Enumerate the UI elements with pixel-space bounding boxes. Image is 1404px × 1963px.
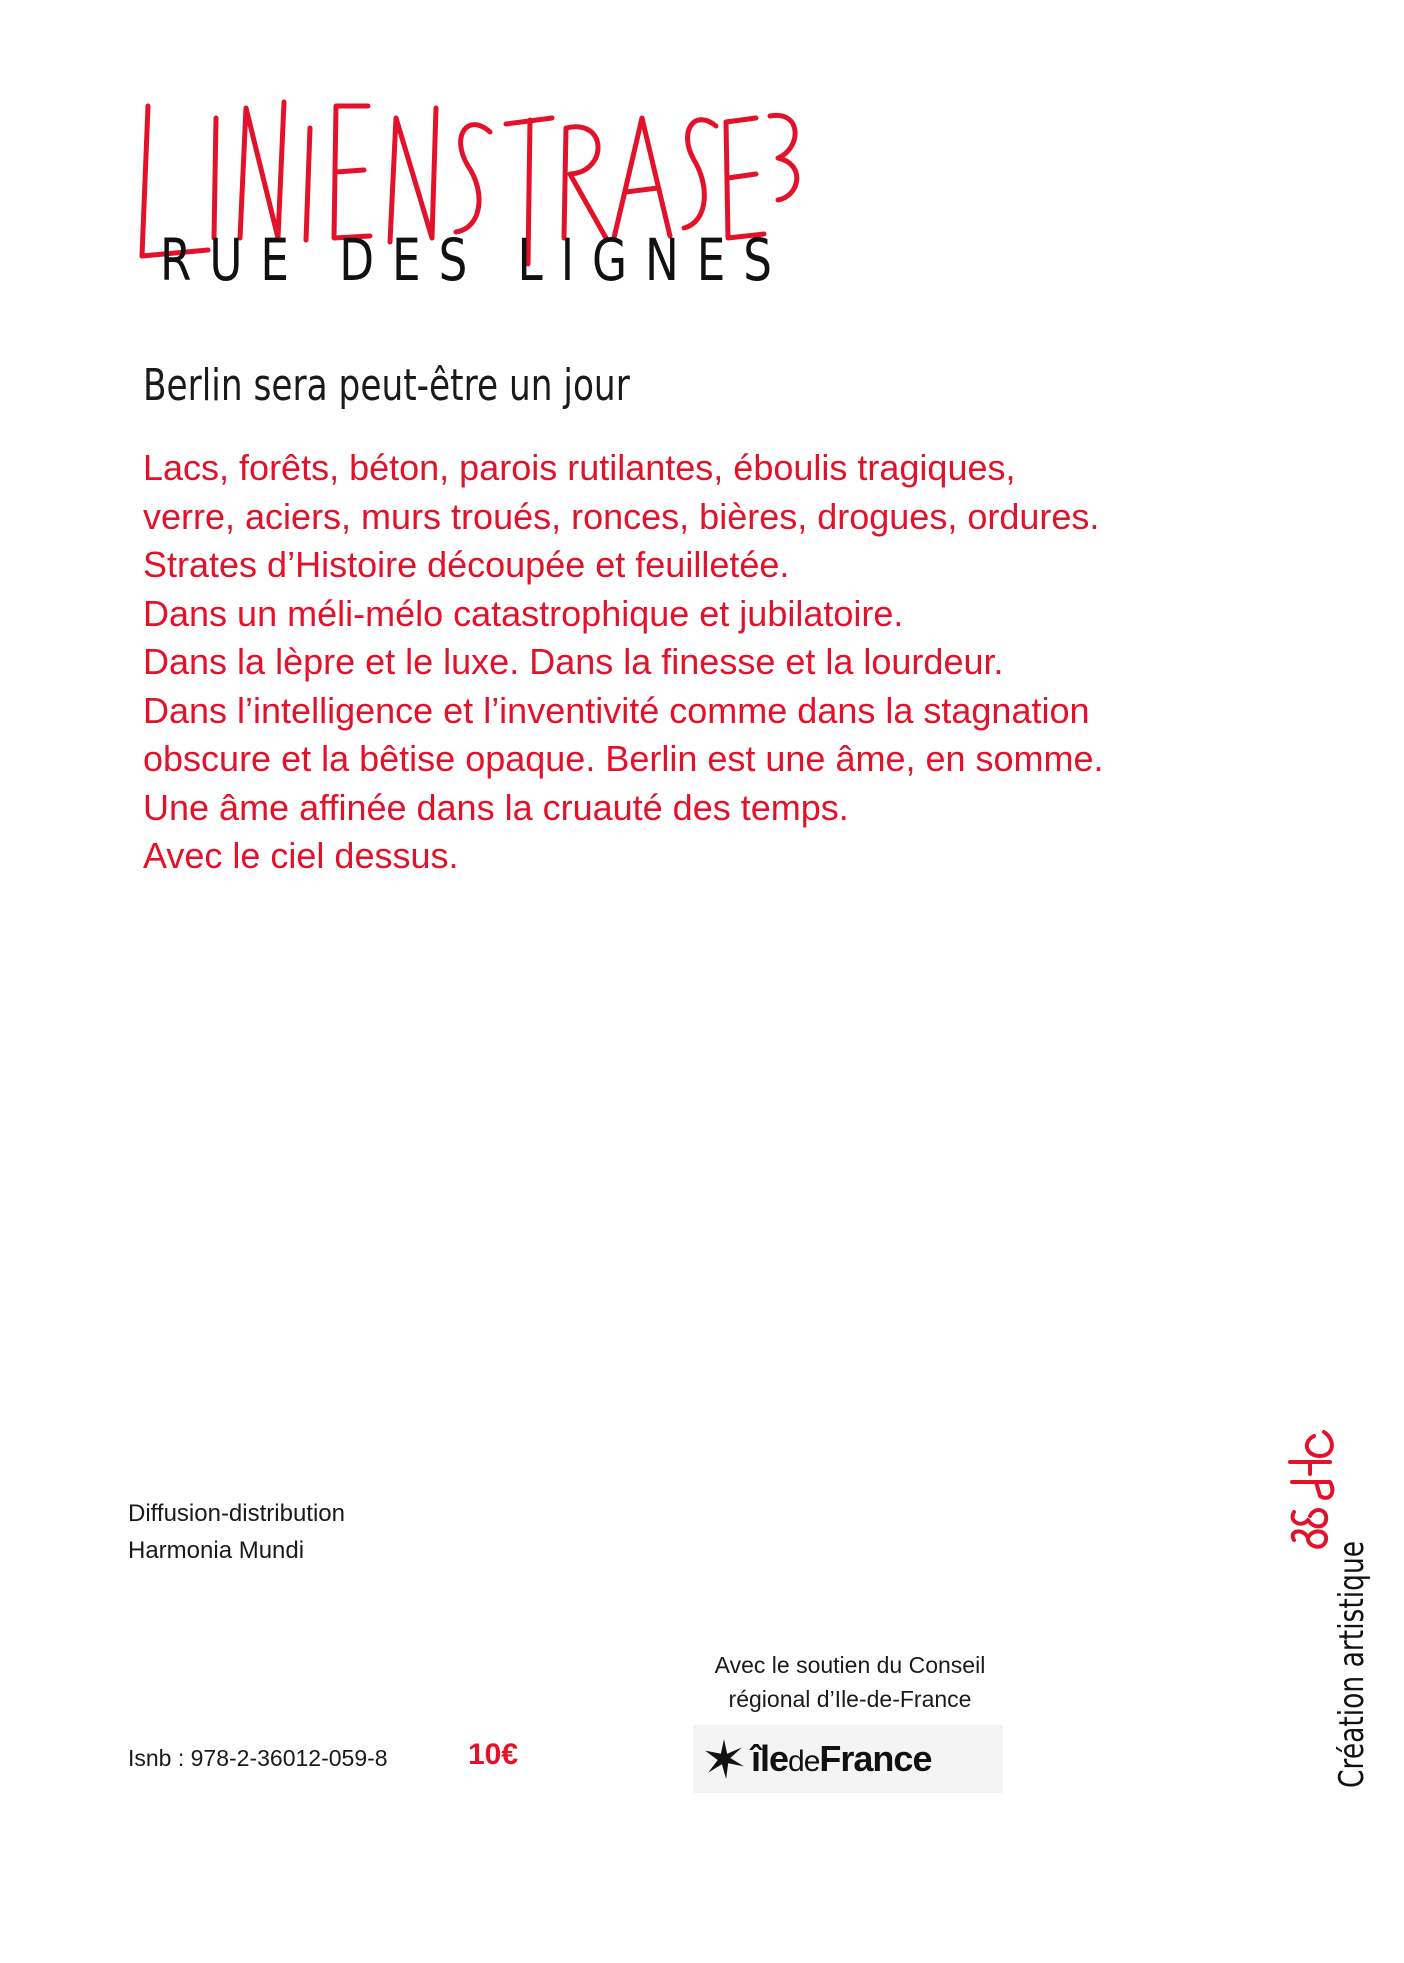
blurb-line: Strates d’Histoire découpée et feuilletée. xyxy=(143,544,790,585)
blurb-line: Dans l’intelligence et l’inventivité comme dans la stagnation xyxy=(143,689,1090,731)
blurb-line: verre, aciers, murs troués, ronces, bières, drogues, ordures. xyxy=(143,495,1100,537)
star-icon xyxy=(703,1738,745,1780)
logo-word-ile: île xyxy=(751,1738,789,1779)
blurb-line: Dans un méli-mélo catastrophique et jubilatoire. xyxy=(143,592,904,634)
support-line-1: Avec le soutien du Conseil xyxy=(714,1652,986,1678)
credit-text: Création artistique xyxy=(1332,1540,1372,1788)
signature-logo xyxy=(1280,1422,1340,1552)
iledefrance-logo xyxy=(693,1725,1003,1793)
logo-word-de: de xyxy=(788,1745,820,1778)
logo-word-france: France xyxy=(819,1738,932,1779)
blurb-text xyxy=(143,444,1203,881)
blurb-line: Dans la lèpre et le luxe. Dans la finesse et la lourdeur. xyxy=(143,641,1004,682)
distributor-name: Harmonia Mundi xyxy=(128,1537,305,1564)
support-notice xyxy=(680,1648,1020,1716)
distribution-info xyxy=(128,1495,345,1569)
blurb-line: Lacs, forêts, béton, parois rutilantes, éboulis tragiques, xyxy=(143,447,1016,488)
series-title: RUE DES LIGNES xyxy=(160,226,790,294)
distribution-label: Diffusion-distribution xyxy=(128,1500,345,1527)
support-line-2: régional d’Ile-de-France xyxy=(728,1686,972,1712)
blurb-line: Une âme affinée dans la cruauté des temps. xyxy=(143,786,849,828)
blurb-line: obscure et la bêtise opaque. Berlin est une âme, en somme. xyxy=(143,738,1104,779)
blurb-line: Avec le ciel dessus. xyxy=(143,835,459,876)
isbn: Isnb : 978-2-36012-059-8 xyxy=(128,1745,388,1771)
book-title: Berlin sera peut-être un jour xyxy=(143,360,630,411)
price: 10€ xyxy=(468,1738,519,1771)
title-block xyxy=(138,88,818,294)
logo-wordmark xyxy=(751,1738,931,1780)
